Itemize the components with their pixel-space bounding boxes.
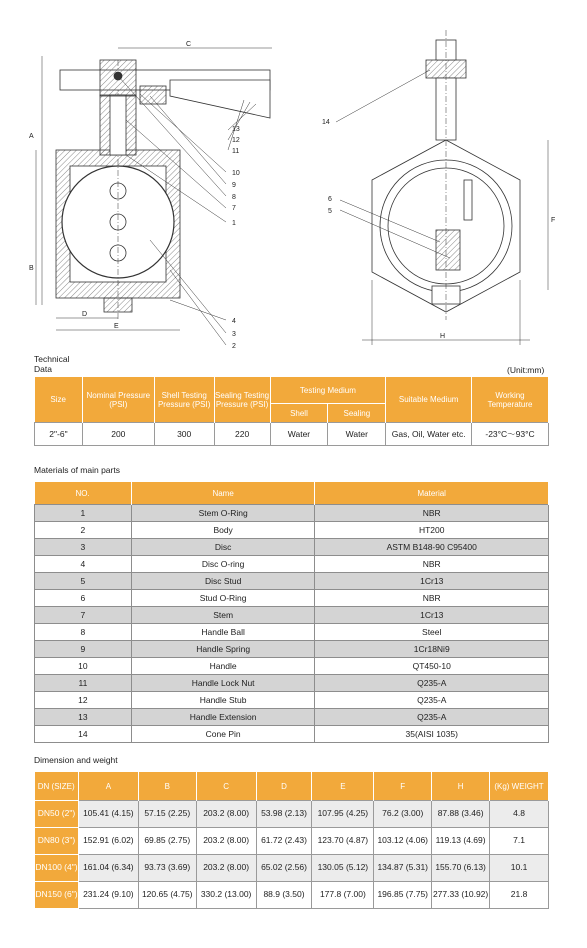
dimension-cell: 155.70 (6.13)	[432, 855, 490, 882]
cell-name: Cone Pin	[131, 726, 315, 743]
header-size: Size	[35, 377, 83, 423]
cell-dn-size: DN80 (3")	[35, 828, 79, 855]
cell-name: Stem	[131, 607, 315, 624]
dimension-letter: E	[114, 323, 119, 330]
cell-sealing: Water	[328, 423, 386, 446]
cell-name: Handle Lock Nut	[131, 675, 315, 692]
header-testing-medium: Testing Medium	[270, 377, 386, 404]
table-row	[35, 624, 549, 641]
cell-no: 10	[35, 658, 132, 675]
cell-material: Q235-A	[315, 692, 549, 709]
dimension-cell: 177.8 (7.00)	[312, 882, 374, 909]
cell-material: 1Cr13	[315, 607, 549, 624]
dimension-cell: 119.13 (4.69)	[432, 828, 490, 855]
dimension-letter: C	[186, 41, 192, 48]
dimension-header: (Kg) WEIGHT	[490, 772, 549, 801]
cell-name: Handle	[131, 658, 315, 675]
callout-label: 14	[322, 119, 330, 126]
dimension-cell: 87.88 (3.46)	[432, 801, 490, 828]
cell-material: Q235-A	[315, 675, 549, 692]
cell-dn-size: DN100 (4")	[35, 855, 79, 882]
cell-no: 11	[35, 675, 132, 692]
cell-no: 3	[35, 539, 132, 556]
header-no: NO.	[35, 482, 132, 505]
dimension-cell: 161.04 (6.34)	[78, 855, 138, 882]
cell-material: HT200	[315, 522, 549, 539]
header-sealing: Sealing	[328, 404, 386, 423]
dimension-cell: 103.12 (4.06)	[374, 828, 432, 855]
dimension-cell: 93.73 (3.69)	[138, 855, 196, 882]
technical-data-title: Technical Data	[34, 354, 70, 374]
cell-dn-size: DN150 (6")	[35, 882, 79, 909]
table-row	[35, 607, 549, 624]
callout-label: 13	[232, 126, 240, 133]
table-row	[35, 709, 549, 726]
cell-size: 2"-6"	[35, 423, 83, 446]
dimension-cell: 152.91 (6.02)	[78, 828, 138, 855]
cell-name: Disc	[131, 539, 315, 556]
dimension-cell: 107.95 (4.25)	[312, 801, 374, 828]
dimension-cell: 61.72 (2.43)	[256, 828, 312, 855]
callout-label: 12	[232, 137, 240, 144]
table-row	[35, 590, 549, 607]
dimension-cell: 57.15 (2.25)	[138, 801, 196, 828]
header-nominal-pressure: Nominal Pressure (PSI)	[82, 377, 154, 423]
dimension-cell: 88.9 (3.50)	[256, 882, 312, 909]
callout-label: 4	[232, 318, 236, 325]
dimension-title: Dimension and weight	[34, 755, 118, 765]
table-row	[35, 828, 549, 855]
cell-no: 2	[35, 522, 132, 539]
dimension-cell: 7.1	[490, 828, 549, 855]
right-front-view	[336, 30, 548, 345]
dimension-header: C	[196, 772, 256, 801]
cell-no: 13	[35, 709, 132, 726]
cell-name: Stud O-Ring	[131, 590, 315, 607]
cell-name: Handle Stub	[131, 692, 315, 709]
callout-label: 9	[232, 182, 236, 189]
dimension-cell: 4.8	[490, 801, 549, 828]
dimension-cell: 105.41 (4.15)	[78, 801, 138, 828]
callout-label: 2	[232, 343, 236, 350]
cell-material: 1Cr13	[315, 573, 549, 590]
dimension-letter: D	[82, 311, 88, 318]
table-row	[35, 801, 549, 828]
dimension-cell: 21.8	[490, 882, 549, 909]
cell-no: 4	[35, 556, 132, 573]
cell-shell: Water	[270, 423, 328, 446]
cell-material: NBR	[315, 505, 549, 522]
cell-dn-size: DN50 (2")	[35, 801, 79, 828]
cell-name: Disc O-ring	[131, 556, 315, 573]
left-section-view	[36, 48, 272, 345]
dimension-cell: 76.2 (3.00)	[374, 801, 432, 828]
dimension-letter: F	[551, 217, 556, 224]
cell-no: 9	[35, 641, 132, 658]
cell-name: Body	[131, 522, 315, 539]
dimension-cell: 53.98 (2.13)	[256, 801, 312, 828]
left-callout-labels	[232, 126, 240, 350]
dimension-letter: B	[29, 265, 34, 272]
dimension-header: B	[138, 772, 196, 801]
cell-name: Handle Extension	[131, 709, 315, 726]
dimension-cell: 277.33 (10.92)	[432, 882, 490, 909]
table-row	[35, 556, 549, 573]
callout-label: 8	[232, 194, 236, 201]
dimension-cell: 10.1	[490, 855, 549, 882]
dimension-header: E	[312, 772, 374, 801]
header-shell-testing-pressure: Shell Testing Pressure (PSI)	[154, 377, 214, 423]
callout-label: 10	[232, 170, 240, 177]
dimension-cell: 203.2 (8.00)	[196, 855, 256, 882]
cell-material: NBR	[315, 590, 549, 607]
header-shell: Shell	[270, 404, 328, 423]
dimension-cell: 134.87 (5.31)	[374, 855, 432, 882]
table-row	[35, 692, 549, 709]
dimension-cell: 123.70 (4.87)	[312, 828, 374, 855]
cell-material: Q235-A	[315, 709, 549, 726]
cell-no: 7	[35, 607, 132, 624]
header-name: Name	[131, 482, 315, 505]
cell-name: Handle Spring	[131, 641, 315, 658]
dimension-cell: 203.2 (8.00)	[196, 801, 256, 828]
materials-table	[34, 482, 549, 743]
dimension-cell: 69.85 (2.75)	[138, 828, 196, 855]
cell-name: Handle Ball	[131, 624, 315, 641]
dimension-letter: A	[29, 133, 34, 140]
cell-no: 12	[35, 692, 132, 709]
dimension-cell: 120.65 (4.75)	[138, 882, 196, 909]
callout-label: 5	[328, 208, 332, 215]
callout-label: 6	[328, 196, 332, 203]
cell-suitable-medium: Gas, Oil, Water etc.	[386, 423, 472, 446]
cell-no: 6	[35, 590, 132, 607]
table-row	[35, 641, 549, 658]
table-row	[35, 726, 549, 743]
dimension-header: D	[256, 772, 312, 801]
table-row	[35, 882, 549, 909]
cell-name: Disc Stud	[131, 573, 315, 590]
cell-material: 35(AISI 1035)	[315, 726, 549, 743]
dimension-header: A	[78, 772, 138, 801]
dimension-weight-table	[34, 772, 549, 909]
callout-label: 11	[232, 148, 240, 155]
header-material: Material	[315, 482, 549, 505]
dimension-cell: 130.05 (5.12)	[312, 855, 374, 882]
dimension-cell: 65.02 (2.56)	[256, 855, 312, 882]
table-row	[35, 855, 549, 882]
materials-title: Materials of main parts	[34, 465, 120, 475]
cell-shell-testing: 300	[154, 423, 214, 446]
butterfly-valve-drawing	[0, 0, 587, 352]
cell-material: Steel	[315, 624, 549, 641]
table-row	[35, 675, 549, 692]
cell-no: 8	[35, 624, 132, 641]
table-row	[35, 573, 549, 590]
callout-label: 7	[232, 205, 236, 212]
dimension-header: F	[374, 772, 432, 801]
technical-data-row	[35, 423, 549, 446]
table-row	[35, 539, 549, 556]
cell-working-temperature: -23°C～93°C	[472, 423, 549, 446]
unit-label: (Unit:mm)	[507, 365, 545, 375]
dimension-header: H	[432, 772, 490, 801]
dimension-header: DN (SIZE)	[35, 772, 79, 801]
dimension-cell: 203.2 (8.00)	[196, 828, 256, 855]
header-working-temperature: Working Temperature	[472, 377, 549, 423]
cell-sealing-testing: 220	[214, 423, 270, 446]
header-suitable-medium: Suitable Medium	[386, 377, 472, 423]
table-row	[35, 658, 549, 675]
callout-label: 3	[232, 331, 236, 338]
cell-no: 14	[35, 726, 132, 743]
cell-nominal-pressure: 200	[82, 423, 154, 446]
cell-material: ASTM B148-90 C95400	[315, 539, 549, 556]
dimension-cell: 231.24 (9.10)	[78, 882, 138, 909]
header-sealing-testing-pressure: Sealing Testing Pressure (PSI)	[214, 377, 270, 423]
cell-material: QT450-10	[315, 658, 549, 675]
callout-label: 1	[232, 220, 236, 227]
table-row	[35, 505, 549, 522]
technical-data-table	[34, 377, 549, 446]
cell-material: NBR	[315, 556, 549, 573]
table-row	[35, 522, 549, 539]
cell-material: 1Cr18Ni9	[315, 641, 549, 658]
cell-no: 5	[35, 573, 132, 590]
dimension-letter: H	[440, 333, 446, 340]
right-callout-labels	[322, 119, 332, 215]
dimension-cell: 196.85 (7.75)	[374, 882, 432, 909]
cell-no: 1	[35, 505, 132, 522]
cell-name: Stem O-Ring	[131, 505, 315, 522]
dimension-cell: 330.2 (13.00)	[196, 882, 256, 909]
